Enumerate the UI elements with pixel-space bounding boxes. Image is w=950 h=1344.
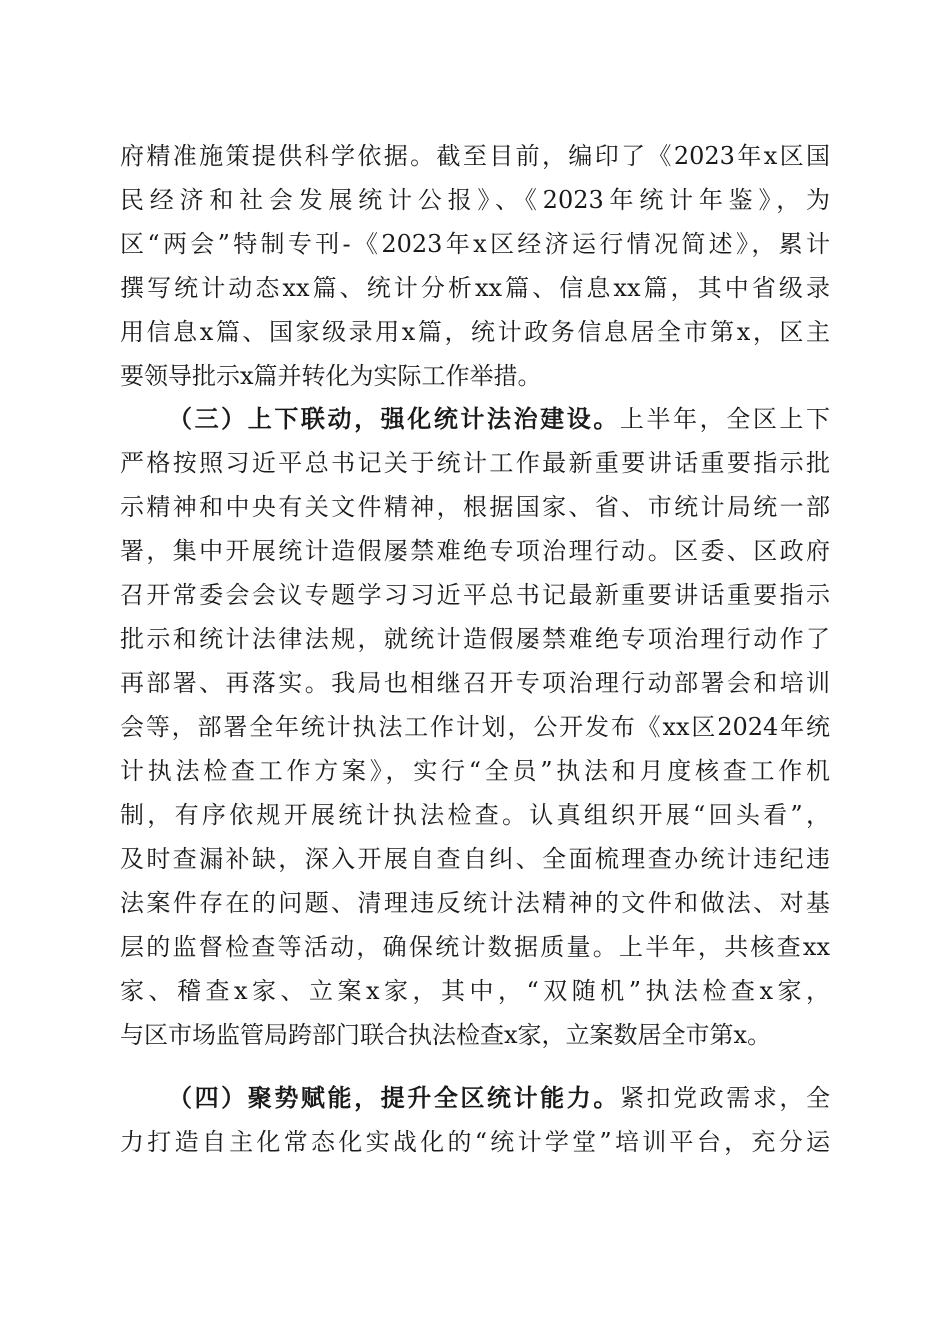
text-line: 署，集中开展统计造假屡禁难绝专项治理行动。区委、区政府 xyxy=(120,537,830,565)
section-heading-three: （三）上下联动，强化统计法治建设。 xyxy=(168,404,620,433)
text-line: 府精准施策提供科学依据。截至目前，编印了《2023年x区国 xyxy=(120,142,830,170)
text-line: 家、稽查x家、立案x家，其中，“双随机”执法检查x家， xyxy=(120,977,830,1005)
paragraph-statistics-rule-of-law xyxy=(120,397,830,1057)
text-line: 要领导批示x篇并转化为实际工作举措。 xyxy=(120,362,542,390)
section-heading-four: （四）聚势赋能，提升全区统计能力。 xyxy=(168,1083,620,1112)
text-line: 制，有序依规开展统计执法检查。认真组织开展“回头看”， xyxy=(120,801,830,829)
text-line: 计执法检查工作方案》，实行“全员”执法和月度核查工作机 xyxy=(120,757,830,785)
text-line: 严格按照习近平总书记关于统计工作最新重要讲话重要指示批 xyxy=(120,449,830,477)
text-line: 力打造自主化常态化实战化的“统计学堂”培训平台，充分运 xyxy=(120,1128,830,1156)
text-line: 民经济和社会发展统计公报》、《2023年统计年鉴》，为 xyxy=(120,186,830,214)
text-line: 示精神和中央有关文件精神，根据国家、省、市统计局统一部 xyxy=(120,493,830,521)
text-line: 用信息x篇、国家级录用x篇，统计政务信息居全市第x，区主 xyxy=(120,318,830,346)
text-line: 与区市场监管局跨部门联合执法检查x家，立案数居全市第x。 xyxy=(120,1021,772,1049)
text-line: 召开常委会会议专题学习习近平总书记最新重要讲话重要指示 xyxy=(120,581,830,609)
text-line: 再部署、再落实。我局也相继召开专项治理行动部署会和培训 xyxy=(120,669,830,697)
text-line: 区“两会”特制专刊-《2023年x区经济运行情况简述》，累计 xyxy=(120,230,830,258)
text-span: 紧扣党政需求，全 xyxy=(619,1084,830,1112)
paragraph-statistics-capacity xyxy=(120,1076,830,1164)
text-line-first xyxy=(120,1076,830,1120)
text-line: 及时查漏补缺，深入开展自查自纠、全面梳理查办统计违纪违 xyxy=(120,845,830,873)
paragraph-statistics-publications xyxy=(120,134,830,398)
text-span: 上半年，全区上下 xyxy=(619,405,830,433)
text-line-first xyxy=(120,397,830,441)
text-line: 批示和统计法律法规，就统计造假屡禁难绝专项治理行动作了 xyxy=(120,625,830,653)
text-line: 法案件存在的问题、清理违反统计法精神的文件和做法、对基 xyxy=(120,889,830,917)
text-line: 层的监督检查等活动，确保统计数据质量。上半年，共核查xx xyxy=(120,933,830,961)
text-line: 撰写统计动态xx篇、统计分析xx篇、信息xx篇，其中省级录 xyxy=(120,274,830,302)
text-line: 会等，部署全年统计执法工作计划，公开发布《xx区2024年统 xyxy=(120,713,830,741)
